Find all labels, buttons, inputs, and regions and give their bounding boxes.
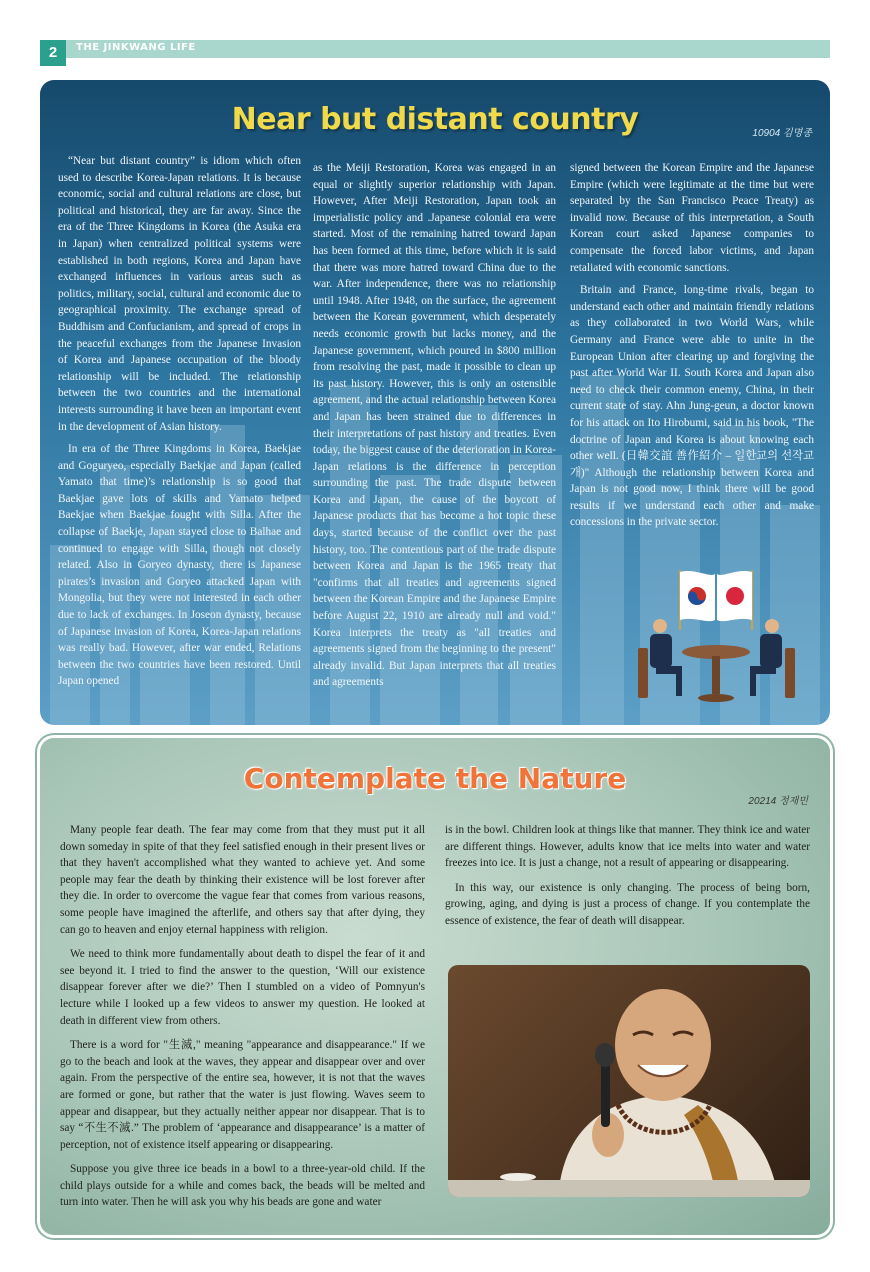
paragraph: In this way, our existence is only changing. The process of being born, growing, aging, and dying is just a process of change. If you contemplate the essence of existence, the fear of death will disappear. (445, 881, 810, 927)
article-title: Contemplate the Nature (243, 762, 627, 795)
text-column-1 (60, 822, 425, 1219)
paragraph: “Near but distant country” is idiom which often used to describe Korea-Japan relations. It is because economic, social and cultural relations are close, but political and historical, they are far away. Since the era of the Three Kingdoms in Korea (the Asuka era in Japan) when centralized political systems were established in both regions, Korea and Japan have exchanged influences in various areas such as politics, military, social, cultural and economic due to geographical proximity. The exchange spread of Buddhism and Confucianism, and spread of crops in the peaceful exchanges from the Japanese Invasion of Korea and Japanese occupation of the bloody relationship will be included. The relationship between the two countries and the international interests surrounding it have been an important event in the development of Asian history. (58, 155, 301, 433)
article-near-but-distant (40, 80, 830, 725)
article-title: Near but distant country (231, 102, 639, 137)
diplomats-meeting-illustration (620, 560, 810, 710)
article-contemplate-nature (40, 738, 830, 1235)
paragraph: Many people fear death. The fear may come from that they must put it all down someday in spite of that they feel satisfied enough in their present lives or that they haven't accomplished what they wanted to achieve yet. And some people may fear the death by thinking their existence will be lost forever after they die. In order to overcome the vague fear that comes from various reasons, some people have imagined the afterlife, and others say that after dying, they can go to heaven and enjoy eternal happiness with religion. (60, 824, 425, 936)
paragraph: We need to think more fundamentally about death to dispel the fear of it and see beyond it. I tried to find the answer to the question, ‘Will our existence disappear forever after we die?’ Then I stumbled on a video of Pomnyun's lecture while I looked up a few videos to answer my question. He looked at death in different view from others. (60, 948, 425, 1027)
publication-name: THE JINKWANG LIFE (76, 42, 196, 53)
paragraph: Britain and France, long-time rivals, began to understand each other and maintain friendly relations as they collaborated in two World Wars, while Germany and France were able to unite in the European Union after clearing up and forgiving the past after World War II. South Korea and Japan also need to check their common enemy, China, in their current state of stay. Ahn Jung-geun, a doctor known for his attack on Ito Hirobumi, said in his book, "The doctrine of Japan and Korea is about knowing each other well. (日韓交誼 善作紹介 – 일한교의 선작교개)" Although the relationship between Korea and Japan is not good now, I think there will be good results if we understand each other and make concessions in the private sector. (570, 284, 814, 529)
paragraph: as the Meiji Restoration, Korea was engaged in an equal or slightly superior relationship with Japan. However, After Meiji Restoration, Japan took an imperialistic policy and .Japanese colonial era were started. Most of the remaining hatred toward Japan has been formed at this time, before which it is said that there was more hatred toward China due to the war. After independence, there was no relationship until 1948. After 1948, on the surface, the agreement between the Korean government, which desperately needs economic growth but lacks money, and the Japanese government, which poured in $800 million from resolving the past, made it possible to clean up its past history. However, this is only an ostensible agreement, and the actual relationship between Korea and Japan has been strained due to differences in their interpretations of past history and treaties. Even today, the biggest cause of the deterioration in Korea-Japan relations is the difference in perception surrounding the past. The trade dispute between Korea and Japan, the cause of the boycott of Japanese products that has become a hot topic these days, started because of the conflict over the past history, too. The contentious part of the trade dispute between Korea and Japan is the 1965 treaty that "confirms that all treaties and agreements signed between the Korean Empire and the Japanese Empire before August 22, 1910 are already null and void." Korea interprets the treaty as "all treaties and agreements signed from the beginning to the present" already invalid. But Japan interprets that all treaties and agreements (313, 162, 556, 689)
page-number: 2 (40, 40, 66, 66)
monk-speaking-photo (448, 965, 810, 1197)
paragraph: In era of the Three Kingdoms in Korea, Baekjae and Goguryeo, especially Baekjae and Japan (called Yamato that time)’s relationship is so good that Baekjae gave lots of skills and Yamato helped Baekjae when Baekjae fought with Silla. After the collapse of Baekje, Japan stayed close to Balhae and continued to engage with Silla, though not closely related. Also in Goryeo dynasty, there is Japanese pirates’s invasion and Goryeo attacked Japan with Mongolia, but they were not interested in each other due to lack of exchanges. In Joseon dynasty, because of Japanese invasion of Korea, Korea-Japan relations was really bad. However, after war ended, Relations between the two countries have been restored. Until Japan opened (58, 443, 301, 688)
text-column-3 (570, 160, 814, 537)
paragraph: is in the bowl. Children look at things like that manner. They think ice and water are different things. However, adults know that ice melts into water and water freezes into ice. It is just a change, not a result of appearing or disappearing. (445, 824, 810, 870)
article-author: 10904 김명종 (752, 128, 812, 139)
paragraph: signed between the Korean Empire and the Japanese Empire (which were legitimate at the time but were separated by the San Francisco Peace Treaty) as invalid now. Because of this interpretation, a South Korean court asked Japanese companies to compensate the forced labor victims, and Japan retaliated with economic sanctions. (570, 162, 814, 274)
text-column-2 (445, 822, 810, 938)
paragraph: There is a word for "生滅," meaning "appearance and disappearance." If we go to the beach and look at the waves, they appear and disappear over and over again. From the perspective of the entire sea, however, it is not that the waves are formed or gone, but rather that the water is just flowing. Waves seem to appear and disappear, but they actually neither appear nor disappear. That is to say “不生不滅.” The problem of ‘appearance and disappearance’ is a matter of perception, not of existence itself appearing or disappearing. (60, 1039, 425, 1151)
text-column-1 (58, 153, 301, 696)
paragraph: Suppose you give three ice beads in a bowl to a three-year-old child. If the child plays outside for a while and comes back, the beads will be melted and turn into water. Then he will ask you why his beads are gone and water (60, 1163, 425, 1209)
text-column-2 (313, 160, 556, 697)
article-author: 20214 정재민 (748, 796, 808, 807)
